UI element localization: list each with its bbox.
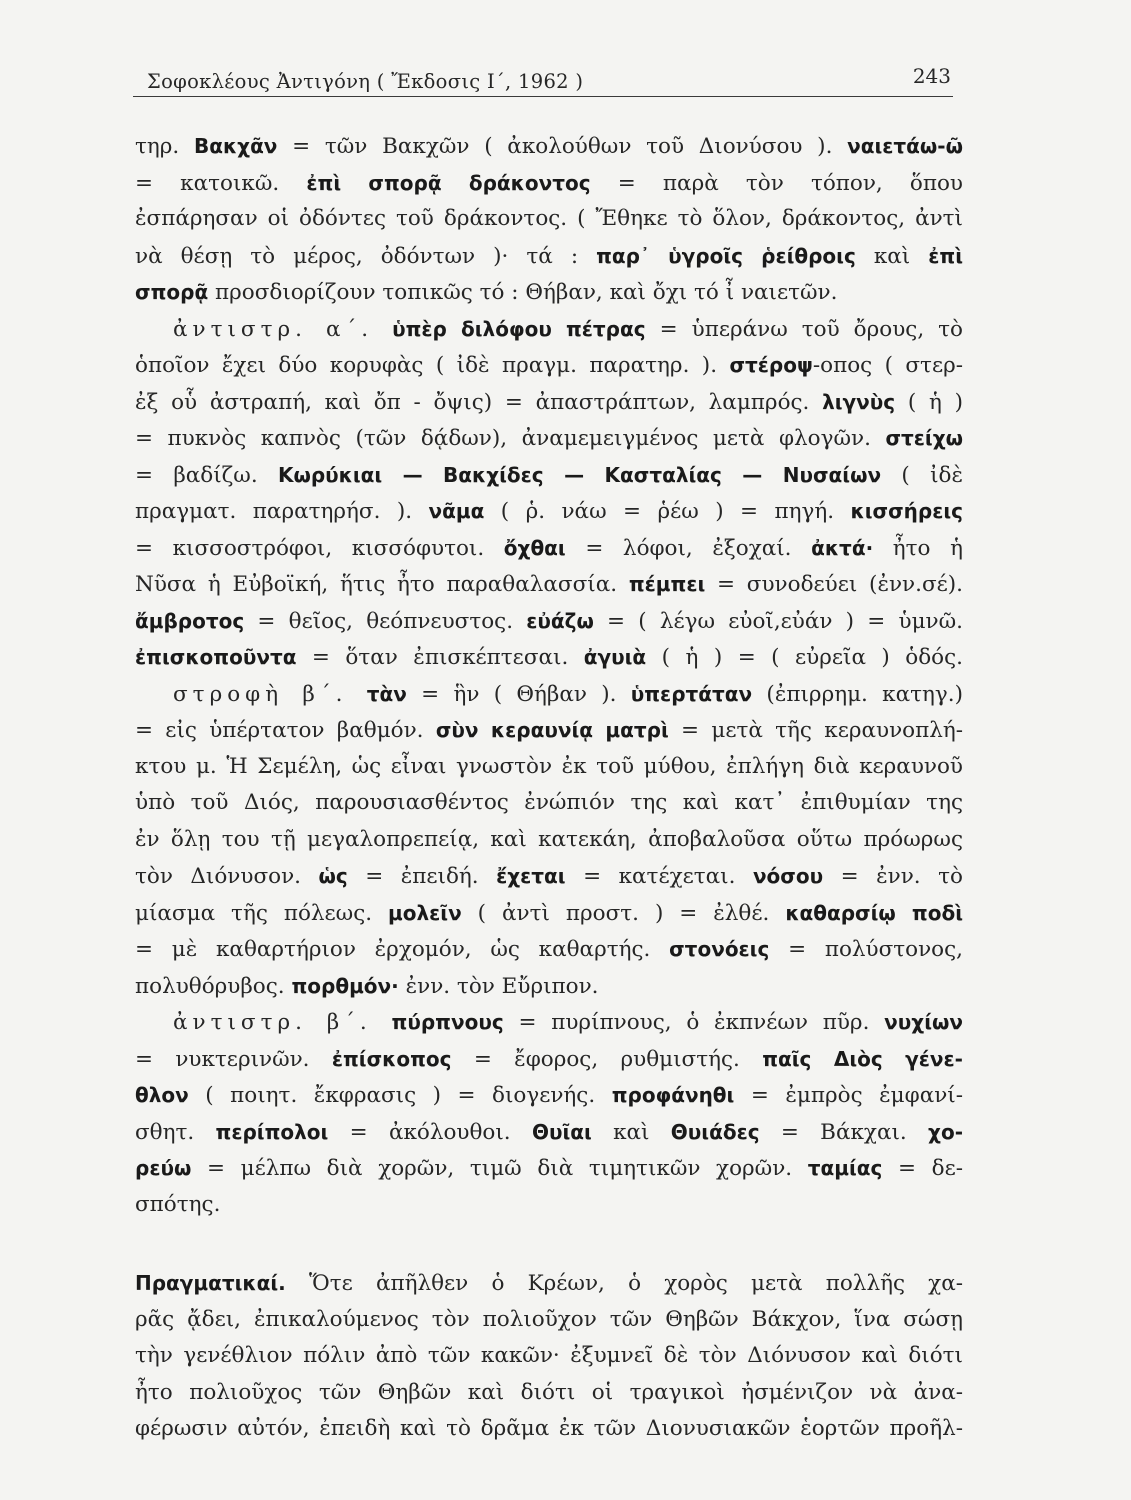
section-marker: ἀντιστρ. β΄. [173, 1010, 392, 1035]
gloss-text: = συνοδεύει (ἐνν.σέ). [705, 572, 963, 597]
headword: σπορᾷ [135, 280, 209, 304]
gloss-text: = εἰς ὑπέρτατον βαθμόν. [135, 718, 436, 743]
headword: σὺν κεραυνίᾳ ματρὶ [435, 718, 669, 742]
text-line [135, 931, 963, 968]
gloss-text: ( ἰδὲ [881, 462, 963, 488]
text-line [135, 1004, 963, 1041]
text-line [135, 749, 963, 786]
headword: λιγνὺς [822, 389, 896, 414]
gloss-text: = ἐνν. τὸ [823, 864, 963, 889]
gloss-text: ἦτο ἡ [873, 535, 963, 561]
text-line [135, 384, 963, 421]
headword: ναιετάω-ῶ [847, 134, 963, 158]
gloss-text: τηρ. [135, 134, 194, 159]
gloss-text: = κατέχεται. [565, 864, 753, 889]
text-line [135, 785, 963, 822]
gloss-text: = νυκτερινῶν. [135, 1046, 332, 1072]
gloss-text: = παρὰ τὸν τόπον, ὅπου [590, 170, 963, 196]
text-line [135, 1041, 963, 1078]
text-line [135, 1338, 963, 1375]
text-line [135, 1265, 963, 1302]
gloss-text: τὸν Διόνυσον. [135, 864, 319, 889]
headword: πέμπει [628, 572, 706, 596]
gloss-text: ὁποῖον ἔχει δύο κορυφὰς ( ἰδὲ πραγμ. παρατηρ. ). [135, 353, 730, 378]
gloss-text: = πυκνὸς καπνὸς (τῶν δᾴδων), ἀναμεμειγμένος μετὰ φλογῶν. [135, 426, 886, 451]
text-line [135, 822, 963, 859]
gloss-text: ( ἀντὶ προστ. ) = ἐλθέ. [461, 900, 786, 926]
gloss-text: = ὑπεράνω τοῦ ὄρους, τὸ [645, 316, 963, 342]
gloss-text: = ( λέγω εὐοῖ,εὐάν ) = ὑμνῶ. [593, 608, 963, 634]
headword: Βακχᾶν [193, 134, 278, 158]
headword: νᾶμα [428, 499, 485, 523]
gloss-text: = λόφοι, ἐξοχαί. [565, 535, 812, 561]
text-line [135, 1187, 963, 1224]
headword: πύρπνους [391, 1010, 504, 1034]
headword: ὡς [318, 864, 348, 888]
gloss-text: = ἀκόλουθοι. [328, 1119, 532, 1145]
gloss-text: σθητ. [135, 1119, 216, 1145]
headword: στείχω [885, 426, 963, 450]
gloss-text: ρᾶς ᾄδει, ἐπικαλούμενος τὸν πολιοῦχον τῶν Θηβῶν Βάκχον, ἵνα σώσῃ [135, 1306, 963, 1332]
gloss-text: = ἐμπρὸς ἐμφανί- [734, 1083, 963, 1108]
gloss-text: = ἐπειδή. [347, 864, 497, 889]
gloss-text: = δε- [882, 1156, 963, 1181]
headword: προφάνηθι [611, 1083, 735, 1107]
gloss-text: = πυρίπνους, ὁ ἐκπνέων πῦρ. [503, 1010, 885, 1035]
gloss-text: μίασμα τῆς πόλεως. [135, 900, 389, 926]
gloss-text: τὴν γενέθλιον πόλιν ἀπὸ τῶν κακῶν· ἐξυμνεῖ δὲ τὸν Διόνυσον καὶ διότι [135, 1343, 963, 1368]
gloss-text: κτου μ. Ἡ Σεμέλη, ὡς εἶναι γνωστὸν ἐκ τοῦ μύθου, ἐπλήγη διὰ κεραυνοῦ [135, 753, 963, 779]
text-line [135, 420, 963, 457]
gloss-text: πραγματ. παρατηρήσ. ). [135, 499, 429, 524]
text-line [135, 1375, 963, 1412]
gloss-text: φέρωσιν αὐτόν, ἐπειδὴ καὶ τὸ δρᾶμα ἐκ τῶν Διονυσιακῶν ἑορτῶν προῆλ- [135, 1416, 963, 1441]
headword: ἀγυιὰ [583, 645, 647, 669]
text-line [135, 274, 963, 311]
gloss-text: καὶ [855, 243, 929, 269]
gloss-text: καὶ [591, 1119, 671, 1145]
headword: ἐπὶ σπορᾷ δράκοντος [306, 170, 591, 195]
gloss-text: = κατοικῶ. [135, 170, 307, 196]
gloss-text: ( ἡ ) [895, 389, 963, 415]
text-line [135, 201, 963, 238]
text-line [135, 347, 963, 384]
headword: ἐπὶ [928, 243, 963, 268]
headword: ἔχεται [496, 864, 566, 888]
text-line [135, 165, 963, 202]
gloss-text: -οπος ( στερ- [812, 353, 963, 378]
gloss-text: = ἔφορος, ρυθμιστής. [451, 1046, 763, 1072]
running-header [133, 60, 953, 97]
headword: Πραγματικαί. [135, 1271, 286, 1295]
headword: τὰν [366, 681, 407, 706]
gloss-text: σπότης. [135, 1191, 221, 1217]
text-line [135, 676, 963, 713]
headword: παρ᾽ ὑγροῖς ῥείθροις [596, 243, 856, 268]
gloss-text: ὑπὸ τοῦ Διός, παρουσιασθέντος ἐνώπιόν της καὶ κατ᾽ ἐπιθυμίαν της [135, 790, 963, 815]
gloss-text: ἐν ὅλῃ του τῇ μεγαλοπρεπείᾳ, καὶ κατεκάη, ἀποβαλοῦσα οὕτω πρόωρως [135, 826, 963, 852]
text-line [135, 968, 963, 1005]
headword: Θυιάδες [670, 1119, 760, 1144]
text-line [135, 895, 963, 932]
text-line [135, 858, 963, 895]
gloss-text: ἐσπάρησαν οἱ ὀδόντες τοῦ δράκοντος. ( Ἔθηκε τὸ ὅλον, δράκοντος, ἀντὶ [135, 206, 963, 231]
headword: θλον [135, 1083, 189, 1107]
headword: ἀκτά· [811, 535, 874, 560]
headword: περίπολοι [215, 1119, 329, 1144]
headword: εὐάζω [526, 608, 594, 633]
headword: κισσήρεις [850, 499, 964, 523]
headword: ρεύω [135, 1156, 192, 1180]
gloss-text: = βαδίζω. [135, 462, 278, 488]
headword: καθαρσίῳ ποδὶ [785, 900, 963, 925]
section-marker: στροφὴ β΄. [173, 681, 367, 707]
text-line [135, 603, 963, 640]
headword: ὑπὲρ διλόφου πέτρας [392, 316, 646, 341]
gloss-text: = ὅταν ἐπισκέπτεσαι. [296, 645, 584, 670]
text-line [135, 530, 963, 567]
headword: μολεῖν [388, 900, 462, 925]
gloss-text: νὰ θέσῃ τὸ μέρος, ὀδόντων )· τά : [135, 243, 597, 269]
gloss-text: = ἣν ( Θήβαν ). [406, 681, 631, 707]
gloss-text: (ἐπιρρημ. κατηγ.) [752, 681, 963, 707]
gloss-text: Ὅτε ἀπῆλθεν ὁ Κρέων, ὁ χορὸς μετὰ πολλῆς χα- [285, 1271, 963, 1296]
section-marker: ἀντιστρ. α΄. [173, 316, 393, 342]
text-line [135, 238, 963, 275]
text-line [135, 639, 963, 676]
running-title: Σοφοκλέους Ἀντιγόνη ( Ἔκδοσις Ι΄, 1962 ) [147, 70, 584, 93]
gloss-text: προσδιορίζουν τοπικῶς τό : Θήβαν, καὶ ὄχι τό ἶ ναιετῶν. [208, 280, 838, 305]
headword: Κωρύκιαι — Βακχίδες — Κασταλίας — Νυσαίων [277, 462, 882, 487]
headword: ἄμβροτος [135, 608, 245, 633]
gloss-text: ἐξ οὗ ἀστραπή, καὶ ὄπ - ὄψις) = ἀπαστράπτων, λαμπρός. [135, 389, 823, 415]
gloss-text: = μέλπω διὰ χορῶν, τιμῶ διὰ τιμητικῶν χορῶν. [191, 1156, 808, 1181]
headword: νόσου [752, 864, 824, 888]
headword: ἐπίσκοπος [331, 1046, 452, 1071]
gloss-text: = τῶν Βακχῶν ( ἀκολούθων τοῦ Διονύσου ). [277, 134, 848, 159]
headword: παῖς Διὸς γένε- [762, 1046, 963, 1071]
text-line [135, 712, 963, 749]
text-line [135, 566, 963, 603]
text-line [135, 1411, 963, 1448]
body-text [135, 128, 963, 1448]
gloss-text: = μὲ καθαρτήριον ἐρχομόν, ὡς καθαρτής. [135, 937, 670, 962]
text-line [135, 1150, 963, 1187]
gloss-text: Νῦσα ἡ Εὐβοϊκή, ἥτις ἦτο παραθαλασσία. [135, 572, 629, 597]
gloss-text: ( ποιητ. ἔκφρασις ) = διογενής. [188, 1083, 612, 1108]
text-line [135, 128, 963, 165]
gloss-text: πολυθόρυβος. [135, 973, 292, 999]
text-line [135, 493, 963, 530]
headword: στέροψ [729, 353, 813, 377]
text-line [135, 1077, 963, 1114]
gloss-text: ( ἡ ) = ( εὐρεῖα ) ὁδός. [646, 645, 963, 670]
headword: στονόεις [669, 937, 770, 961]
gloss-text: ἦτο πολιοῦχος τῶν Θηβῶν καὶ διότι οἱ τραγικοὶ ἠσμένιζον νὰ ἀνα- [135, 1379, 963, 1405]
headword: πορθμόν· [291, 973, 399, 998]
gloss-text: = Βάκχαι. [759, 1119, 929, 1145]
text-line [135, 457, 963, 494]
headword: ὄχθαι [503, 535, 566, 560]
headword: νυχίων [884, 1010, 963, 1034]
gloss-text: ἐνν. τὸν Εὔριπον. [398, 973, 599, 999]
headword: Θυῖαι [531, 1119, 592, 1144]
text-line [135, 1114, 963, 1151]
gloss-text: = πολύστονος, [769, 937, 964, 962]
gloss-text: = θεῖος, θεόπνευστος. [244, 608, 527, 634]
headword: χο- [928, 1119, 963, 1144]
headword: ἐπισκοποῦντα [135, 645, 297, 669]
page-number: 243 [912, 64, 951, 88]
headword: ὑπερτάταν [630, 681, 753, 706]
text-line [135, 1302, 963, 1339]
gloss-text: = κισσοστρόφοι, κισσόφυτοι. [135, 535, 504, 561]
headword: ταμίας [807, 1156, 883, 1180]
gloss-text: ( ῥ. νάω = ῥέω ) = πηγή. [484, 499, 851, 524]
text-line [135, 311, 963, 348]
gloss-text: = μετὰ τῆς κεραυνοπλή- [668, 718, 963, 743]
